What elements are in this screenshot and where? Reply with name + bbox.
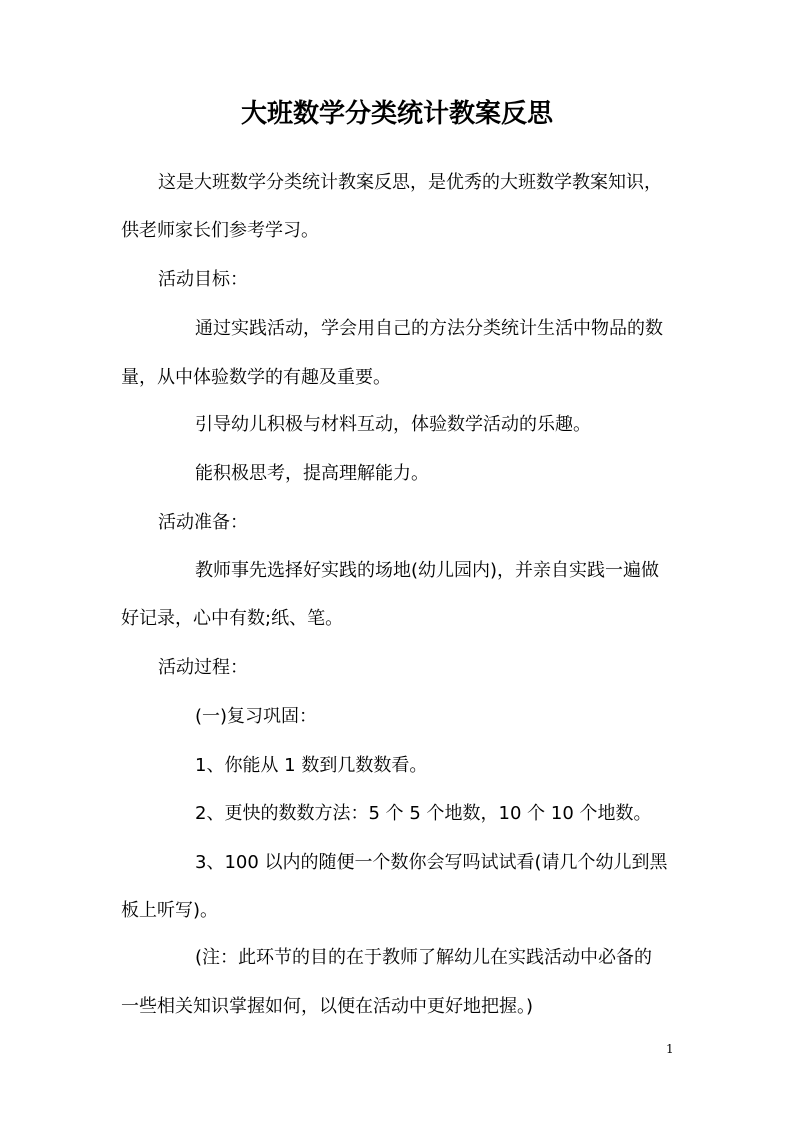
goal-3: 能积极思考，提高理解能力。	[195, 463, 429, 484]
prep-line-1: 教师事先选择好实践的场地(幼儿园内)，并亲自实践一遍做	[195, 560, 660, 581]
step-1: 1、你能从 1 数到几数数看。	[195, 755, 428, 776]
prep-line-2: 好记录，心中有数;纸、笔。	[121, 608, 344, 629]
goals-heading: 活动目标：	[158, 269, 248, 290]
step-2: 2、更快的数数方法：5 个 5 个地数，10 个 10 个地数。	[195, 803, 652, 824]
prep-heading: 活动准备：	[158, 512, 248, 533]
intro-line-2: 供老师家长们参考学习。	[121, 220, 319, 241]
goal-1-line-1: 通过实践活动，学会用自己的方法分类统计生活中物品的数	[195, 318, 663, 339]
page-number: 1	[666, 1042, 674, 1056]
review-heading: (一)复习巩固：	[195, 706, 318, 727]
document-title: 大班数学分类统计教案反思	[240, 99, 553, 129]
intro-line-1: 这是大班数学分类统计教案反思，是优秀的大班数学教案知识，	[158, 172, 662, 193]
goal-1-line-2: 量，从中体验数学的有趣及重要。	[121, 367, 391, 388]
step-3-line-2: 板上听写)。	[121, 900, 219, 921]
note-line-2: 一些相关知识掌握如何，以便在活动中更好地把握。)	[121, 996, 534, 1017]
goal-2: 引导幼儿积极与材料互动，体验数学活动的乐趣。	[195, 414, 591, 435]
note-line-1: (注：此环节的目的在于教师了解幼儿在实践活动中必备的	[195, 947, 653, 968]
step-3-line-1: 3、100 以内的随便一个数你会写吗试试看(请几个幼儿到黑	[195, 852, 668, 873]
process-heading: 活动过程：	[158, 657, 248, 678]
